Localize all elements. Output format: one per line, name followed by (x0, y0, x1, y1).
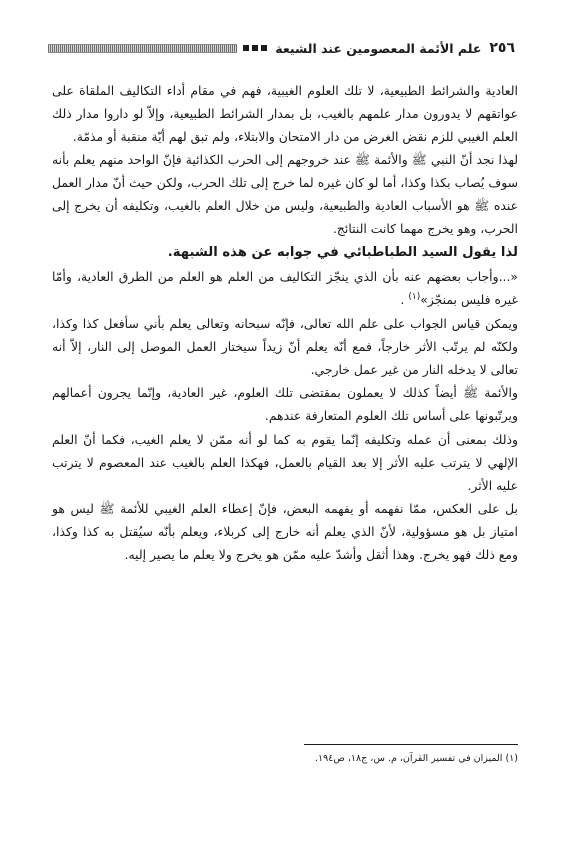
footnote-divider (304, 744, 518, 745)
paragraph-2: لهذا نجد أنّ النبي ﷺ والأئمة ﷺ عند خروجهم إلى الحرب الكذائية فإنّ الواحد منهم يعلم بأنه سوف يُصاب بكذا وكذا، أما لو كان غيره لما خرج إلى تلك الحرب، ولكن حيث أنّ مدار العمل عنده ﷺ هو الأسباب العادية والطبيعية، وليس من خلال العلم بالغيب، وتكليفه أن يخرج إلى الحرب، وهو يخرج مهما كانت النتائج. (52, 152, 518, 236)
body-text (52, 80, 518, 568)
page-number: ٢٥٦ (489, 40, 515, 56)
paragraph-5: والأئمة ﷺ أيضاً كذلك لا يعملون بمقتضى تلك العلوم، غير العادية، وإنّما يجرون أعمالهم ويرتّبونها على أساس تلك العلوم المتعارفة عندهم. (52, 385, 518, 424)
header-ornament-rule (48, 44, 237, 53)
paragraph-4: ويمكن قياس الجواب على علم الله تعالى، فإنّه سبحانه وتعالى يعلم بأني سأفعل كذا وكذا، ولكنّه لم يرتّب الأثر خارجاً، فمع أنّه يعلم أنّ زيداً سيختار العمل الموصل إلى النار، إلاّ أنه تعالى لا يدخله النار من غير عمل خارجي. (52, 315, 518, 377)
ornament-square (243, 45, 249, 51)
ornament-square (252, 45, 258, 51)
quotation-text: «...وأجاب بعضهم عنه بأن الذي ينجّز التكاليف من العلم هو العلم من الطرق العادية، وأمّا غيره فليس بمنجّز» (52, 269, 518, 308)
running-title: علم الأئمة المعصومين عند الشيعة (275, 40, 482, 56)
paragraph-6: وذلك بمعنى أن عمله وتكليفه إنّما يقوم به كما لو أنه ممّن لا يعلم الغيب، فكما أنّ العلم الإلهي لا يترتب عليه الأثر إلا بعد القيام بالعمل، فهكذا العلم بالغيب عند المعصوم لا يترتب عليه الأثر. (52, 431, 518, 493)
paragraph-1: العادية والشرائط الطبيعية، لا تلك العلوم الغيبية، فهم في مقام أداء التكاليف الملقاة على عواتقهم لا يدورون مدار علمهم بالغيب، بل بمدار الشرائط الطبيعية، وإلاّ لو داروا مدار ذلك العلم الغيبي للزم نقض الغرض من دار الامتحان والابتلاء، ولم تبق لهم أيّة منقبة أو مذمّة. (52, 83, 518, 144)
ornament-square (261, 45, 267, 51)
header-ornament-squares (243, 45, 267, 51)
paragraph-7: بل على العكس، ممّا نفهمه أو يفهمه البعض، فإنّ إعطاء العلم الغيبي للأئمة ﷺ ليس هو امتياز بل هو مسؤولية، لأنّ الذي يعلم أنه خارج إلى كربلاء، ويعلم بأنّه سيُقتل به كذا وكذا، ومع ذلك فهو يخرج. وهذا أثقل وأشدّ عليه ممّن هو يخرج ولا يعلم ما يصير إليه. (52, 501, 518, 562)
footnote: (١) الميزان في تفسير القرآن، م. س، ج١٨، ص١٩٤. (314, 753, 518, 764)
page-header (48, 38, 515, 58)
quotation-paragraph (52, 266, 518, 312)
footnote-reference: (١) (408, 292, 421, 303)
quotation-tail: . (400, 292, 409, 308)
section-subheading: لذا يقول السيد الطباطبائي في جوابه عن هذه الشبهة. (167, 244, 518, 260)
